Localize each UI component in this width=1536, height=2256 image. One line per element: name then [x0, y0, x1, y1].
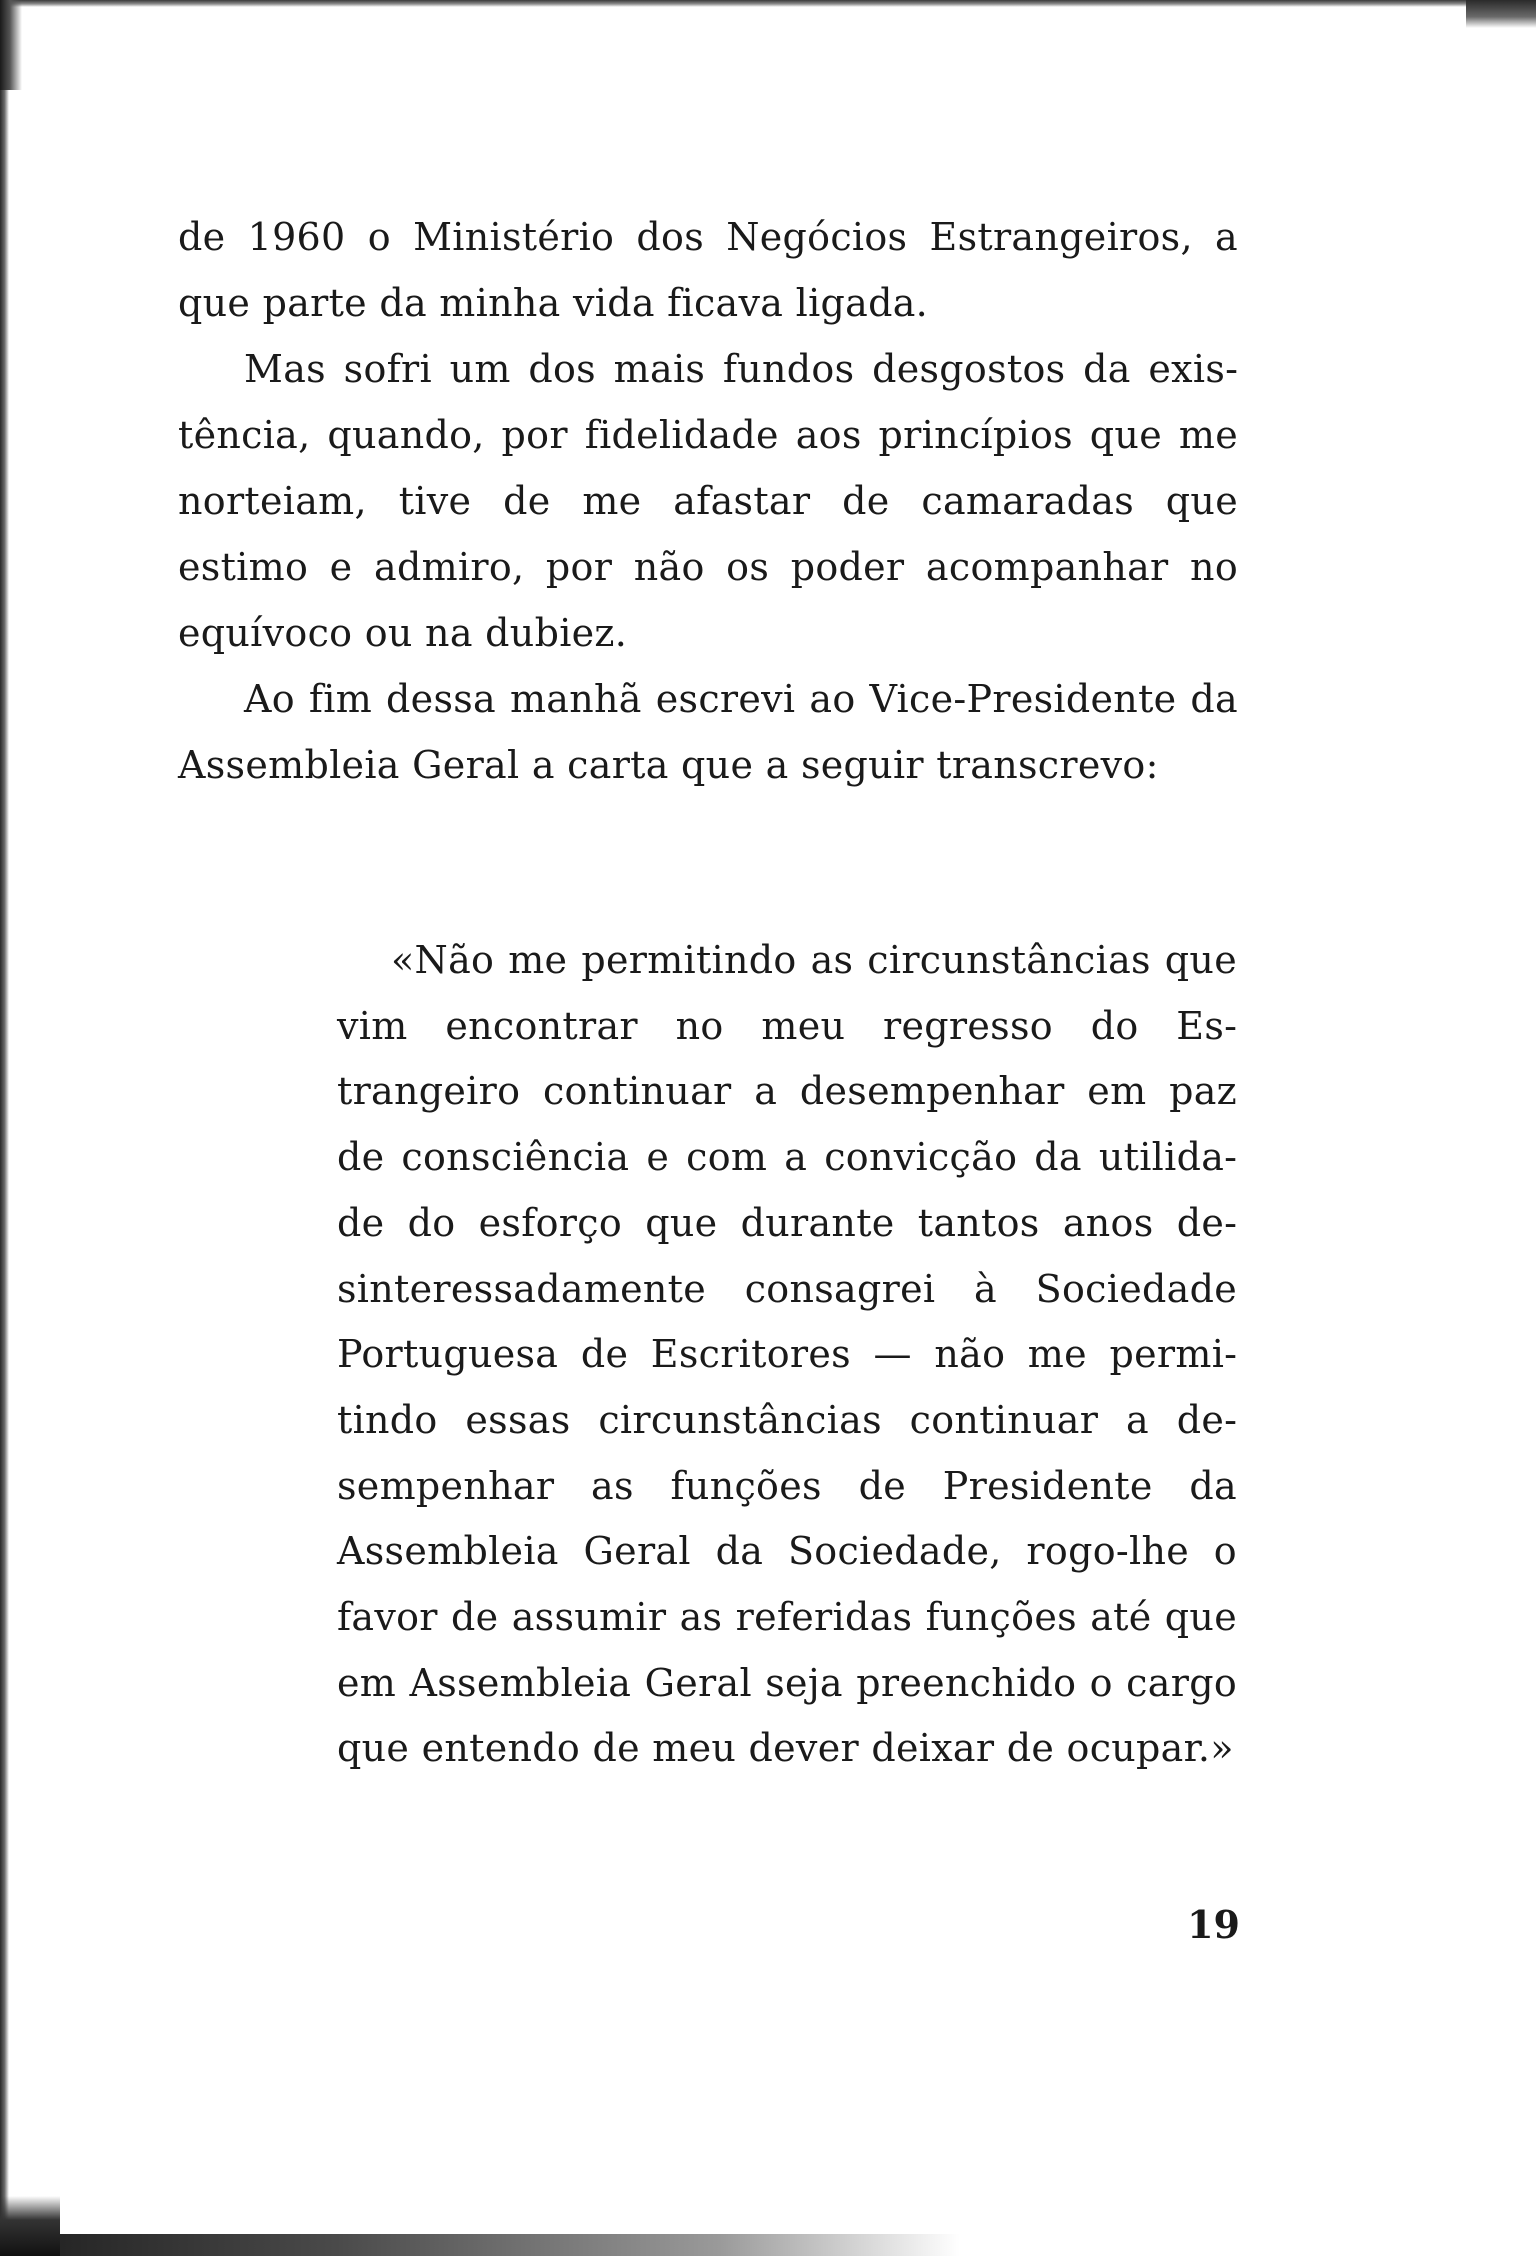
scan-edge-bottom [0, 2234, 960, 2256]
paragraph-1-container [178, 204, 1238, 336]
scan-edge-top [0, 0, 1536, 7]
quoted-letter-text: «Não me permitindo as circunstâncias que vim encontrar no meu regresso do Estrangeiro continuar a desempenhar em paz de consciência e com a convicção da utilidade do esforço que durante tantos anos desinteressadamente consagrei à Sociedade Portuguesa de Escritores — não me permitindo essas circunstâncias continuar a desempenhar as funções de Presidente da Assembleia Geral da Sociedade, rogo-lhe o favor de assumir as referidas funções até que em Assembleia Geral seja preenchido o cargo que entendo de meu dever deixar de ocupar.» [337, 938, 1237, 1771]
page-number: 19 [1187, 1902, 1240, 1947]
paragraph-2: Mas sofri um dos mais fundos desgostos da existência, quando, por fidelidade aos princípios que me norteiam, tive de me afastar de camaradas que estimo e admiro, por não os poder acompanhar no equívoco ou na dubiez. [178, 347, 1238, 655]
paragraph-3-container [178, 666, 1238, 798]
paragraph-3: Ao fim dessa manhã escrevi ao Vice-Presidente da Assembleia Geral a carta que a seguir transcrevo: [178, 677, 1238, 787]
paragraph-1: de 1960 o Ministério dos Negócios Estrangeiros, a que parte da minha vida ficava ligada. [178, 215, 1238, 325]
scan-edge-left [0, 0, 9, 2256]
scan-edge-corner [0, 0, 22, 90]
scan-edge-bottom-corner [0, 2196, 60, 2256]
scan-edge-top-right [1466, 0, 1536, 28]
paragraph-2-container [178, 336, 1238, 666]
quoted-letter [337, 928, 1237, 1782]
